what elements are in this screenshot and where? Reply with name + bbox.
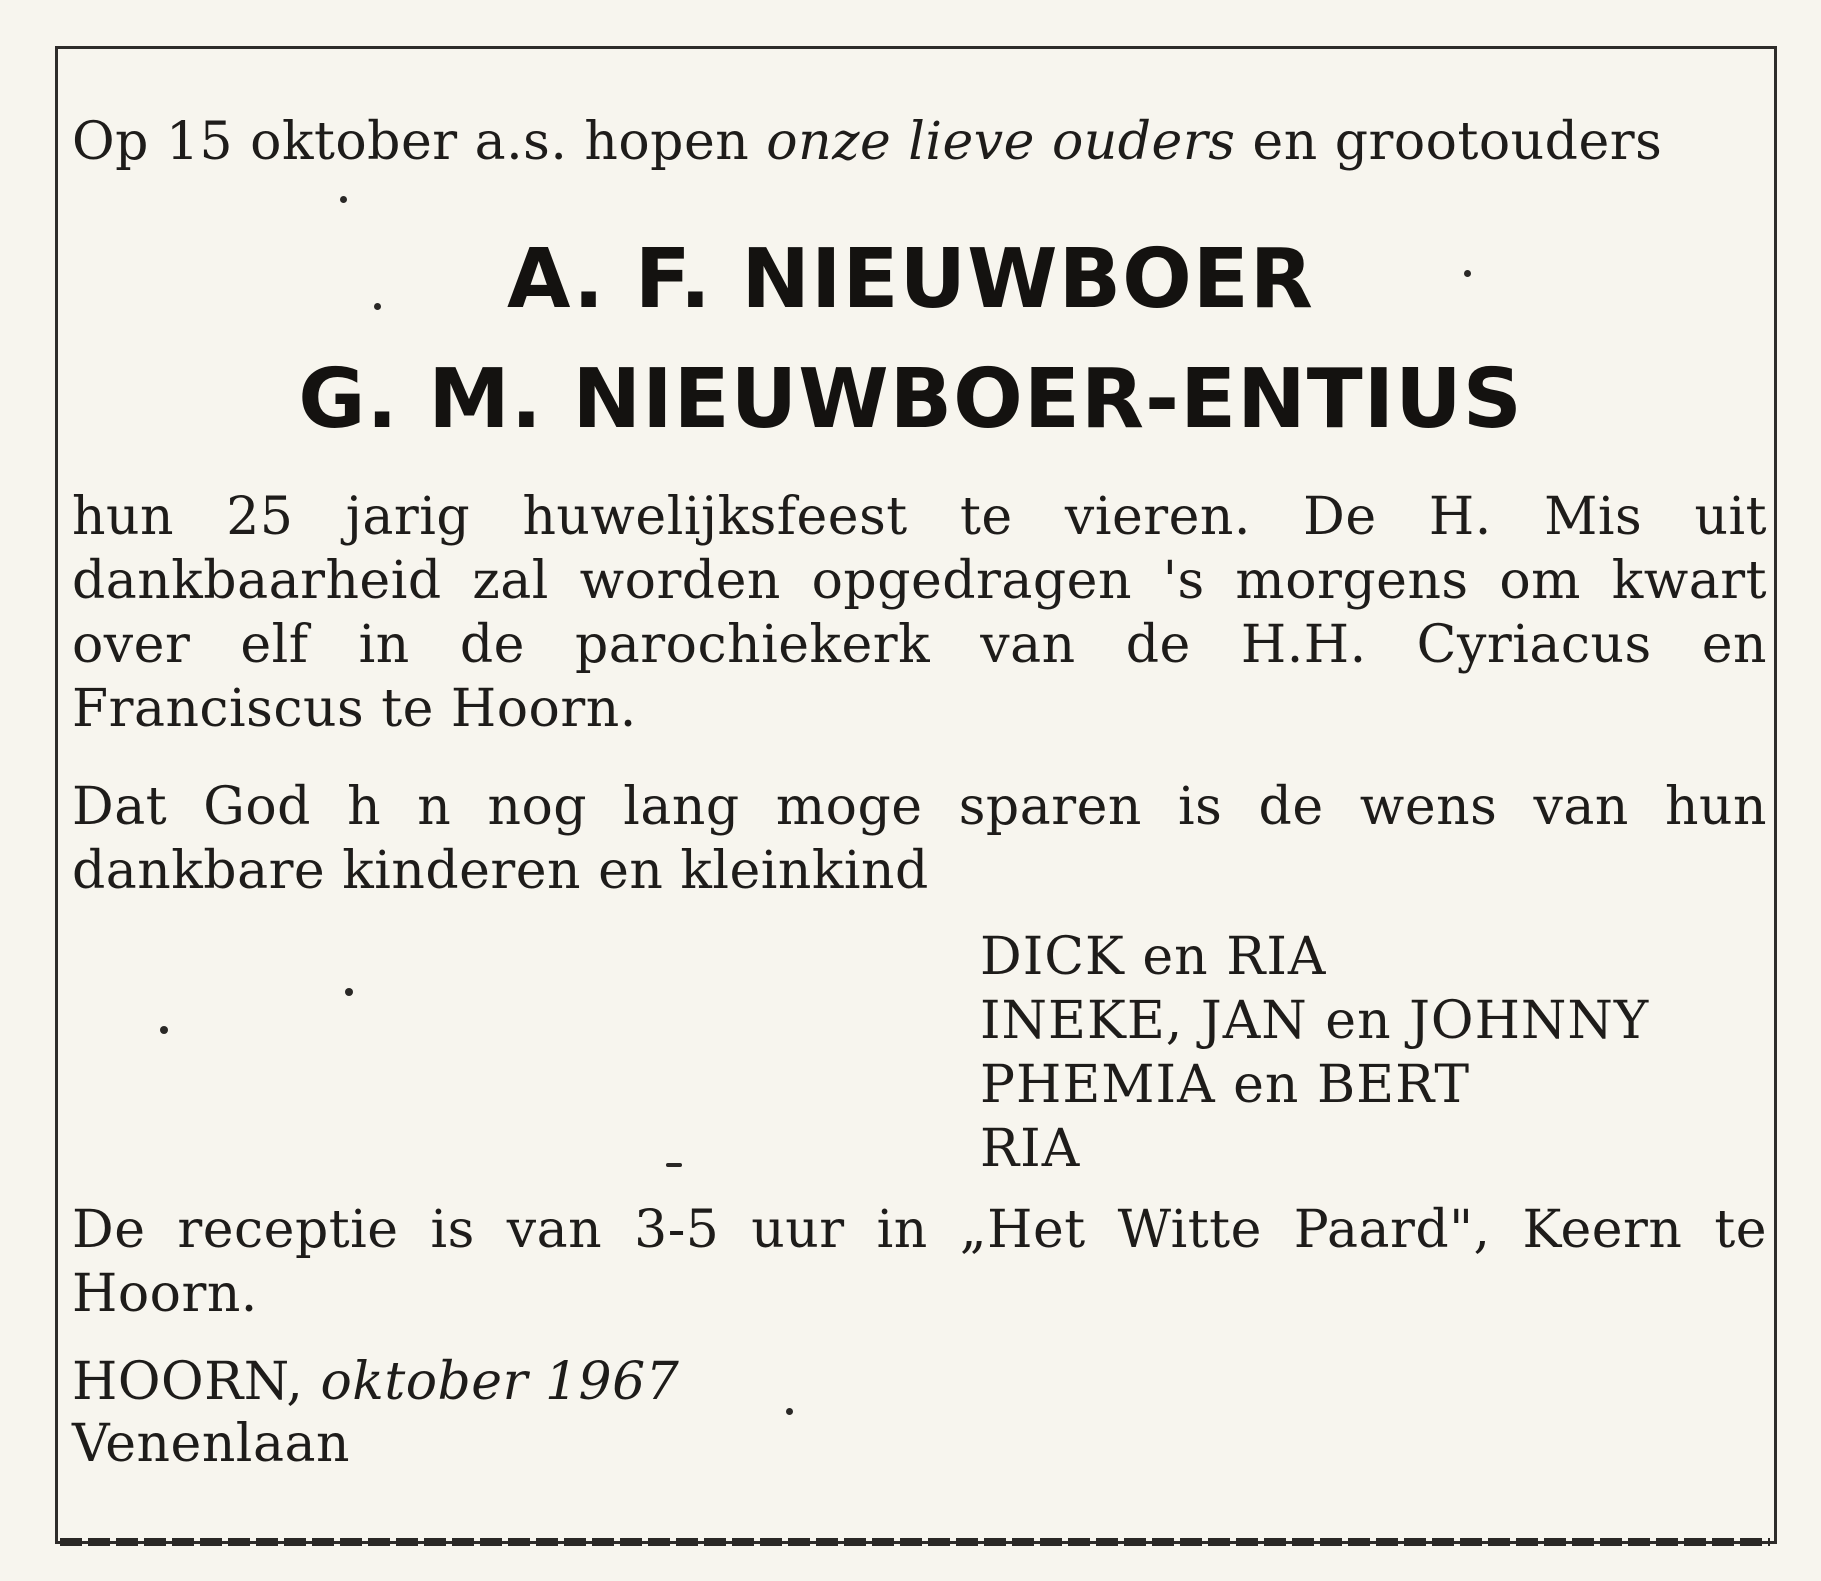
street: Venenlaan <box>72 1414 350 1474</box>
signatory-3: PHEMIA en BERT <box>980 1055 1471 1115</box>
print-speck <box>374 303 381 310</box>
print-speck <box>666 1163 682 1167</box>
signatories-list <box>980 925 1649 1181</box>
place-date <box>72 1350 1767 1414</box>
intro-emphasis: onze lieve ouders <box>766 112 1236 172</box>
signatory-4: RIA <box>980 1119 1081 1179</box>
signatory-2: INEKE, JAN en JOHNNY <box>980 991 1650 1051</box>
intro-text-after: en grootouders <box>1235 112 1663 172</box>
print-speck <box>340 196 347 203</box>
print-speck <box>1464 270 1471 277</box>
date: oktober 1967 <box>320 1352 680 1412</box>
wife-name: G. M. NIEUWBOER-ENTIUS <box>298 352 1523 447</box>
signatory-1: DICK en RIA <box>980 927 1327 987</box>
reception-text: De receptie is van 3-5 uur in „Het Witte Paard", Keern te Hoorn. <box>72 1200 1767 1324</box>
mass-paragraph: hun 25 jarig huwelijksfeest te vieren. De H. Mis uit dankbaarheid zal worden opgedragen 's morgens om kwart over elf in de parochiekerk van de H.H. Cyriacus en Franciscus te Hoorn. <box>72 487 1767 739</box>
print-speck <box>160 1026 168 1034</box>
print-speck <box>345 988 353 996</box>
intro-text-before: Op 15 oktober a.s. hopen <box>72 112 767 172</box>
intro-text <box>72 110 1767 174</box>
wish-paragraph: Dat God h n nog lang moge sparen is de wens van hun dankbare kinderen en kleinkind <box>72 777 1767 901</box>
husband-name: A. F. NIEUWBOER <box>507 232 1314 327</box>
place: HOORN, <box>72 1352 304 1412</box>
print-speck <box>786 1408 793 1415</box>
bottom-border-dashes <box>60 1538 1770 1546</box>
